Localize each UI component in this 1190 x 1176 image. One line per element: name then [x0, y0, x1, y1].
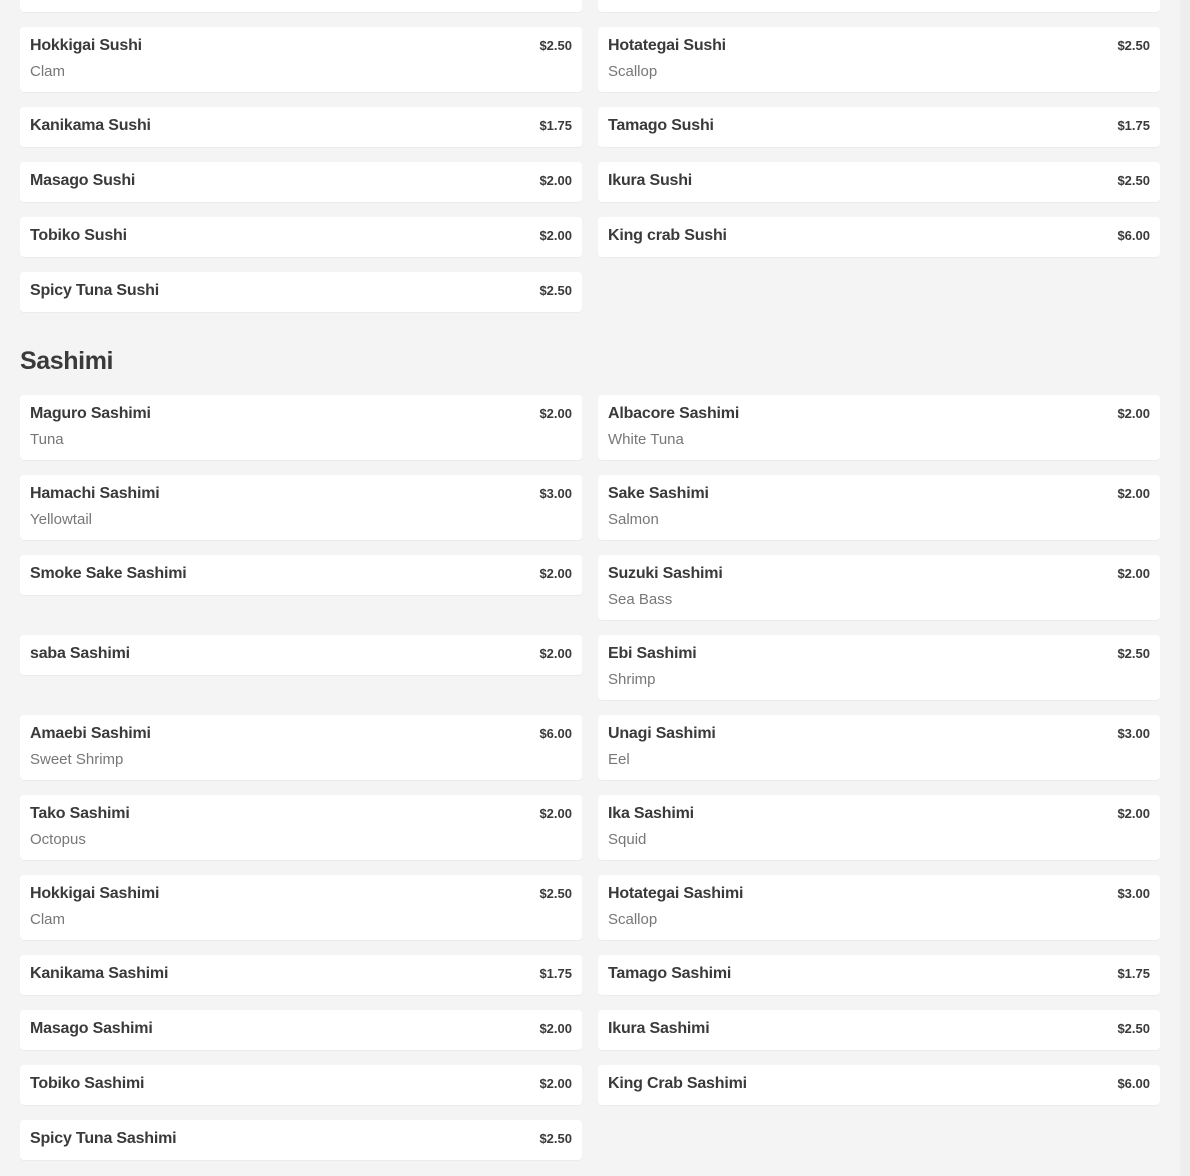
item-description: White Tuna — [608, 431, 684, 448]
item-name: Albacore Sashimi — [608, 405, 740, 422]
item-name: Suzuki Sashimi — [608, 565, 723, 582]
menu-item-card[interactable] — [20, 395, 582, 460]
menu-item-card[interactable] — [598, 162, 1160, 202]
item-price: $3.00 — [1117, 886, 1150, 901]
menu-item-card[interactable] — [598, 27, 1160, 92]
menu-item-card[interactable] — [20, 555, 582, 595]
section-title-sashimi: Sashimi — [20, 347, 114, 375]
item-price: $2.00 — [539, 806, 572, 821]
menu-item-card[interactable] — [598, 875, 1160, 940]
item-description: Clam — [30, 911, 66, 928]
item-name: Hamachi Sashimi — [30, 485, 160, 502]
item-name: Smoke Sake Sashimi — [30, 565, 187, 582]
item-name: Amaebi Sashimi — [30, 725, 151, 742]
item-name: Hokkigai Sushi — [30, 37, 142, 54]
item-description: Tuna — [30, 431, 64, 448]
menu-item-card[interactable] — [20, 635, 582, 675]
scrollbar-track[interactable] — [1180, 0, 1190, 1176]
item-name: Hotategai Sashimi — [608, 885, 744, 902]
item-price: $1.75 — [539, 966, 572, 981]
menu-item-card[interactable] — [598, 635, 1160, 700]
menu-item-card[interactable] — [598, 217, 1160, 257]
item-name: Ikura Sashimi — [608, 1020, 710, 1037]
menu-item-card[interactable] — [598, 555, 1160, 620]
item-price: $1.75 — [539, 118, 572, 133]
item-price: $6.00 — [1117, 1076, 1150, 1091]
item-price: $3.00 — [539, 486, 572, 501]
menu-item-card[interactable] — [20, 875, 582, 940]
item-name: Tako Sashimi — [30, 805, 130, 822]
item-description: Clam — [30, 63, 66, 80]
item-name: Ikura Sushi — [608, 172, 693, 189]
item-description: Sea Bass — [608, 591, 673, 608]
menu-item-card[interactable] — [20, 1010, 582, 1050]
menu-item-card[interactable] — [598, 395, 1160, 460]
item-price: $3.00 — [1117, 726, 1150, 741]
item-price: $2.50 — [539, 1131, 572, 1146]
item-name: Spicy Tuna Sushi — [30, 282, 159, 299]
menu-item-card-partial[interactable] — [598, 0, 1160, 12]
item-price: $2.00 — [539, 1021, 572, 1036]
item-price: $2.00 — [1117, 806, 1150, 821]
item-name: Kanikama Sashimi — [30, 965, 169, 982]
item-price: $2.50 — [539, 283, 572, 298]
menu-item-card[interactable] — [20, 1065, 582, 1105]
menu-item-card[interactable] — [598, 1065, 1160, 1105]
item-name: saba Sashimi — [30, 645, 130, 662]
item-name: Masago Sashimi — [30, 1020, 153, 1037]
menu-item-card[interactable] — [598, 795, 1160, 860]
item-name: Tobiko Sashimi — [30, 1075, 145, 1092]
item-name: Ebi Sashimi — [608, 645, 697, 662]
item-description: Scallop — [608, 911, 658, 928]
menu-item-card[interactable] — [20, 107, 582, 147]
menu-item-card[interactable] — [20, 162, 582, 202]
item-description: Yellowtail — [30, 511, 92, 528]
item-price: $2.00 — [539, 566, 572, 581]
menu-item-card[interactable] — [598, 107, 1160, 147]
item-name: King Crab Sashimi — [608, 1075, 747, 1092]
menu-item-card[interactable] — [20, 795, 582, 860]
item-name: Kanikama Sushi — [30, 117, 151, 134]
item-name: Spicy Tuna Sashimi — [30, 1130, 177, 1147]
item-price: $2.50 — [539, 38, 572, 53]
item-description: Squid — [608, 831, 647, 848]
item-name: Sake Sashimi — [608, 485, 709, 502]
item-price: $2.00 — [1117, 406, 1150, 421]
menu-item-card[interactable] — [20, 1120, 582, 1160]
menu-item-card[interactable] — [20, 272, 582, 312]
item-price: $2.00 — [539, 646, 572, 661]
item-price: $2.50 — [1117, 646, 1150, 661]
menu-item-card[interactable] — [20, 715, 582, 780]
item-price: $2.00 — [539, 406, 572, 421]
item-description: Salmon — [608, 511, 659, 528]
item-description: Octopus — [30, 831, 86, 848]
item-price: $6.00 — [1117, 228, 1150, 243]
item-price: $1.75 — [1117, 966, 1150, 981]
item-price: $2.50 — [1117, 173, 1150, 188]
menu-item-card[interactable] — [598, 955, 1160, 995]
item-price: $1.75 — [1117, 118, 1150, 133]
item-name: Unagi Sashimi — [608, 725, 716, 742]
item-name: Masago Sushi — [30, 172, 136, 189]
menu-item-card[interactable] — [598, 475, 1160, 540]
item-name: Tamago Sashimi — [608, 965, 732, 982]
item-price: $2.50 — [1117, 38, 1150, 53]
menu-item-card[interactable] — [20, 27, 582, 92]
item-name: Tobiko Sushi — [30, 227, 127, 244]
item-price: $2.00 — [539, 173, 572, 188]
menu-item-card-partial[interactable] — [20, 0, 582, 12]
item-name: King crab Sushi — [608, 227, 727, 244]
item-price: $2.50 — [539, 886, 572, 901]
item-name: Tamago Sushi — [608, 117, 714, 134]
item-name: Hotategai Sushi — [608, 37, 726, 54]
menu-item-card[interactable] — [598, 1010, 1160, 1050]
menu-item-card[interactable] — [20, 475, 582, 540]
item-description: Scallop — [608, 63, 658, 80]
item-description: Shrimp — [608, 671, 656, 688]
menu-item-card[interactable] — [20, 217, 582, 257]
item-price: $2.50 — [1117, 1021, 1150, 1036]
item-description: Eel — [608, 751, 630, 768]
menu-item-card[interactable] — [20, 955, 582, 995]
item-name: Ika Sashimi — [608, 805, 694, 822]
item-price: $2.00 — [539, 1076, 572, 1091]
item-name: Hokkigai Sashimi — [30, 885, 160, 902]
item-price: $6.00 — [539, 726, 572, 741]
item-price: $2.00 — [539, 228, 572, 243]
menu-item-card[interactable] — [598, 715, 1160, 780]
item-price: $2.00 — [1117, 486, 1150, 501]
item-price: $2.00 — [1117, 566, 1150, 581]
item-description: Sweet Shrimp — [30, 751, 124, 768]
item-name: Maguro Sashimi — [30, 405, 151, 422]
